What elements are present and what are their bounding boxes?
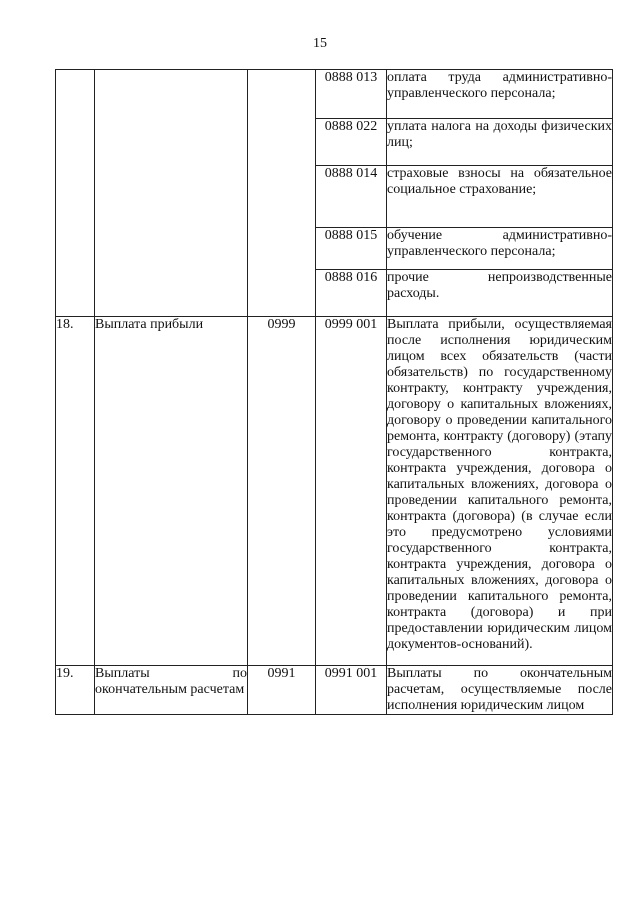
subcode-cell: 0888 013 [316,70,387,119]
row-name-cell [95,70,248,317]
row-code: 0999 [248,317,316,666]
description-cell: уплата налога на доходы физических лиц; [387,119,613,166]
row-description: Выплата прибыли, осуществляемая после исполнения юридическим лицом всех обязательств (части обязательств) по государственному контракту, контракту учреждения, договору о капитальных вложениях, договору о проведении капитального ремонта, контракту (договору) (этапу государственного контракта, контракта учреждения, договора о капитальных вложениях, договора о проведении капитального ремонта, контракта (договора) (в случае если это предусмотрено условиями государственного контракта, контракта учреждения, договора о капитальных вложениях, договора о проведении капитального ремонта, контракта (договора) и при предоставлении юридическим лицом документов-оснований). [387,317,613,666]
table-row-19 [56,666,613,715]
description-cell: прочие непроизводственные расходы. [387,270,613,317]
row-code: 0991 [248,666,316,715]
subcode-cell: 0888 022 [316,119,387,166]
row-name: Выплата прибыли [95,317,248,666]
page-number: 15 [313,36,327,51]
row-number: 19. [56,666,95,715]
row-description: Выплаты по окончательным расчетам, осуществляемые после исполнения юридическим лицом [387,666,612,713]
codes-table [55,69,613,715]
row-number: 18. [56,317,95,666]
subcode-cell: 0888 014 [316,166,387,228]
row-number-cell [56,70,95,317]
subcode-cell: 0888 015 [316,228,387,270]
subcode-cell: 0888 016 [316,270,387,317]
table-row-18 [56,317,613,666]
row-code-cell [248,70,316,317]
description-cell: страховые взносы на обязательное социальное страхование; [387,166,613,228]
description-cell: обучение административно-управленческого персонала; [387,228,613,270]
table-row [56,70,613,119]
row-subcode: 0991 001 [316,666,387,715]
row-name: Выплаты по окончательным расчетам [95,666,248,715]
description-cell: оплата труда административно-управленческого персонала; [387,70,613,119]
row-subcode: 0999 001 [316,317,387,666]
